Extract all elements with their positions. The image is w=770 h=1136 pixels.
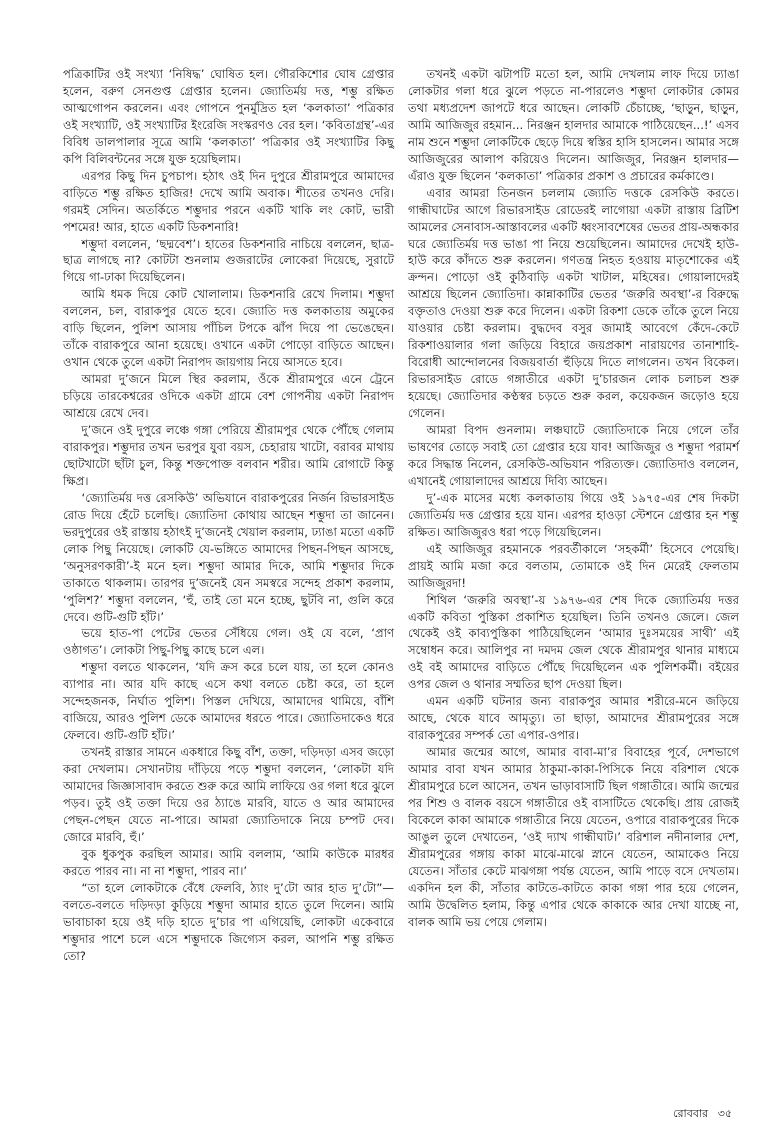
paragraph: শিথিল ‘জরুরি অবস্থা’-য় ১৯৭৬-এর শেষ দিকে জ্যোতির্ময় দত্তর একটি কবিতা পুস্তিকা প্রকাশিত হয়েছিল। তিনি তখনও জেলে। জেল থেকেই ওই কাব্যপুস্তিকা পাঠিয়েছিলেন ‘আমার দুঃসময়ের সাথী’ এই সম্বোধন করে। আলিপুর না দমদম জেল থেকে শ্রীরামপুর থানার মাধ্যমে ওই বই আমাদের বাড়িতে পৌঁছে দিয়েছিলেন এক পুলিশকর্মী। বইয়ের ওপর জেল ও থানার সম্মতির ছাপ দেওয়া ছিল। (408, 592, 739, 692)
page-footer (667, 1105, 732, 1124)
paragraph: পত্রিকাটির ওই সংখ্যা ‘নিষিদ্ধ’ ঘোষিত হল। গৌরকিশোর ঘোষ গ্রেপ্তার হলেন, বরুণ সেনগুপ্ত গ্রেপ্তার হলেন। জ্যোতির্ময় দত্ত, শম্ভু রক্ষিত আত্মগোপন করলেন। এবং গোপনে পুনর্মুদ্রিত হল ‘কলকাতা’ পত্রিকার ওই সংখ্যাটি, ওই সংখ্যাটির ইংরেজি সংস্করণও বের হল। ‘কবিতাগ্রন্থ’-এর বিবিধ ডালপালার সূত্রে আমি ‘কলকাতা’ পত্রিকার ওই সংখ্যাটির কিছু কপি বিলিবন্টনের সঙ্গে যুক্ত হয়েছিলাম। (63, 67, 394, 166)
paragraph: বুক ধুকপুক করছিল আমার। আমি বললাম, ‘আমি কাউকে মারধর করতে পারব না। না না শম্ভুদা, পারব না।’ (63, 846, 394, 878)
section-name: রোববার (673, 1107, 709, 1120)
paragraph: শম্ভুদা বললেন, ‘ছদ্মবেশ’। হাতের ডিকশনারি নাচিয়ে বললেন, ছাত্র-ছাত্র লাগছে না? কোটটা শুনলাম গুজরাটের লোকেরা দিয়েছে, সুরাটে গিয়ে গা-ঢাকা দিয়েছিলেন। (63, 236, 394, 285)
paragraph: ‘জ্যোতির্ময় দত্ত রেসকিউ’ অভিযানে বারাকপুরের নির্জন রিভারসাইড রোড দিয়ে হেঁটে চলেছি। জ্যোতিদা কোথায় আছেন শম্ভুদা তা জানেন। ভরদুপুরের ওই রাস্তায় হঠাৎই দু’জনেই খেয়াল করলাম, ঢ্যাঙা মতো একটি লোক পিছু নিয়েছে। লোকটি যে-ভঙ্গিতে আমাদের পিছন-পিছন আসছে, ‘অনুসরণকারী’-ই মনে হল। শম্ভুদা আমার দিকে, আমি শম্ভুদার দিকে তাকাতে থাকলাম। তারপর দু’জনেই যেন সমস্বরে সন্দেহ প্রকাশ করলাম, ‘পুলিশ?’ শম্ভুদা বললেন, ‘হুঁ, তাই তো মনে হচ্ছে, ছুটবি না, গুলি করে দেবে। গুটি-গুটি হাঁট।’ (63, 490, 394, 624)
paragraph: ভয়ে হাত-পা পেটের ভেতর সেঁধিয়ে গেল। ওই যে বলে, ‘প্রাণ ওষ্ঠাগত’। লোকটা পিছু-পিছু কাছে চলে এল। (63, 626, 394, 658)
paragraph: তখনই রাস্তার সামনে একধারে কিছু বাঁশ, তক্তা, দড়িদড়া এসব জড়ো করা দেখলাম। সেখানটায় দাঁড়িয়ে পড়ে শম্ভুদা বললেন, ‘লোকটা যদি আমাদের জিজ্ঞাসাবাদ করতে শুরু করে আমি লাফিয়ে ওর গলা ধরে ঝুলে পড়ব। তুই ওই তক্তা দিয়ে ওর ঠ্যাঙে মারবি, যাতে ও আর আমাদের পেছন-পেছন যেতে না-পারে। আমরা জ্যোতিদাকে নিয়ে চম্পট দেব। জোরে মারবি, হুঁ।’ (63, 745, 394, 844)
article-column-right (408, 66, 739, 931)
paragraph: দু’-এক মাসের মধ্যে কলকাতায় গিয়ে ওই ১৯৭৫-এর শেষ দিকটা জ্যোতির্ময় দত্ত গ্রেপ্তার হয়ে যান। এরপর হাওড়া স্টেশনে গ্রেপ্তার হন শম্ভু রক্ষিত। আজিজুরও ধরা পড়ে গিয়েছিলেন। (408, 490, 739, 539)
paragraph: আমরা দু’জনে মিলে স্থির করলাম, ওঁকে শ্রীরামপুরে এনে ট্রেনে চড়িয়ে তারকেশ্বরের ওদিকে একটা গ্রামে বেশ গোপনীয় একটা নিরাপদ আশ্রয়ে রেখে দেব। (63, 372, 394, 421)
paragraph: এবার আমরা তিনজন চললাম জ্যোতি দত্তকে রেসকিউ করতে। গান্ধীঘাটের আগে রিভারসাইড রোডেরই লাগোয়া একটা রাস্তায় ব্রিটিশ আমলের সেনাবাস-আস্তাবলের একটি ধ্বংসাবশেষের ভেতর প্রায়-অন্ধকার ঘরে জ্যোতির্ময় দত্ত ভাঙা পা নিয়ে শুয়েছিলেন। আমাদের দেখেই হাউ-হাউ করে কাঁদতে শুরু করলেন। গণতন্ত্র নিহত হওয়ায় মাতৃশোকের এই ক্রন্দন। পোড়ো ওই কুঠিবাড়ি একটা খাটাল, মহিষের। গোয়ালাদেরই আশ্রয়ে ছিলেন জ্যোতিদা। কান্নাকাটির ভেতর ‘জরুরি অবস্থা’-র বিরুদ্ধে বক্তৃতাও দেওয়া শুরু করে দিলেন। একটা রিকশা ডেকে তাঁকে তুলে নিয়ে যাওয়ার চেষ্টা করলাম। বুদ্ধদেব বসুর জামাই আবেগে কেঁদে-কেটে রিকশাওয়ালার গলা জড়িয়ে বিহারে জয়প্রকাশ নারায়ণের তানাশাহি-বিরোধী আন্দোলনের বিজয়বার্তা হুঁড়িয়ে দিতে লাগলেন। তখন বিকেল। রিভারসাইড রোডে গঙ্গাতীরে একটা দু’চারজন লোক চলাচল শুরু হয়েছে। জ্যোতিদার কণ্ঠস্বর চড়তে শুরু করল, কয়েকজন জড়োও হয়ে গেলেন। (408, 185, 739, 421)
paragraph: দু’জনে ওই দুপুরে লঞ্চে গঙ্গা পেরিয়ে শ্রীরামপুর থেকে পৌঁছে গেলাম বারাকপুর। শম্ভুদার তখন ভরপুর যুবা বয়স, চেহারায় খাটো, বরাবর মাথায় ছোটখাটো ছাঁটা চুল, কিন্তু শক্তপোক্ত বলবান শরীর। আমি রোগাটে কিন্তু ক্ষিপ্র। (63, 423, 394, 488)
article-column-left (63, 66, 394, 965)
paragraph: “তা হলে লোকটাকে বেঁধে ফেলবি, ঠ্যাং দু’টো আর হাত দু’টো”—বলতে-বলতে দড়িদড়া কুড়িয়ে শম্ভুদা আমার হাতে তুলে দিলেন। আমি ভাবাচাকা হয়ে ওই দড়ি হাতে দু’চার পা এগিয়েছি, লোকটা একেবারে শম্ভুদার পাশে চলে এসে শম্ভুদাকে জিগ্যেস করল, আপনি শম্ভু রক্ষিত তো? (63, 880, 394, 963)
paragraph: এই আজিজুর রহমানকে পরবর্তীকালে ‘সহকর্মী’ হিসেবে পেয়েছি। প্রায়ই আমি মজা করে বলতাম, তোমাকে ওই দিন মেরেই ফেলতাম আজিজুরদা! (408, 541, 739, 590)
paragraph: আমি ধমক দিয়ে কোট খোলালাম। ডিকশনারি রেখে দিলাম। শম্ভুদা বললেন, চল, বারাকপুর যেতে হবে। জ্যোতি দত্ত কলকাতায় অমুকের বাড়ি ছিলেন, পুলিশ আসায় পাঁচিল টপকে ঝাঁপ দিয়ে পা ভেঙেছেন। তাঁকে বারাকপুরে আনা হয়েছে। ওখানে একটা পোড়ো বাড়িতে আছেন। ওখান থেকে তুলে একটা নিরাপদ জায়গায় নিয়ে আসতে হবে। (63, 287, 394, 370)
paragraph: আমার জন্মের আগে, আমার বাবা-মা’র বিবাহের পূর্বে, দেশভাগে আমার বাবা যখন আমার ঠাকুমা-কাকা-পিসিকে নিয়ে বরিশাল থেকে শ্রীরামপুরে চলে আসেন, তখন ভাড়াবাসাটি ছিল গঙ্গাতীরে। আমি জন্মের পর শিশু ও বালক বয়সে গঙ্গাতীরে ওই বাসাটিতে থেকেছি। প্রায় রোজই বিকেলে কাকা আমাকে গঙ্গাতীরে নিয়ে যেতেন, ওপারে বারাকপুরের দিকে আঙুল তুলে দেখাতেন, ‘ওই দ্যাখ গান্ধীঘাট।’ বরিশাল নদীনালার দেশ, শ্রীরামপুরের গঙ্গায় কাকা মাঝে-মাঝে স্নানে যেতেন, আমাকেও নিয়ে যেতেন। সাঁতার কেটে মাঝগঙ্গা পর্যন্ত যেতেন, আমি পাড়ে বসে দেখতাম। একদিন হল কী, সাঁতার কাটতে-কাটতে কাকা গঙ্গা পার হয়ে গেলেন, আমি উদ্বেলিত হলাম, কিন্তু এপার থেকে কাকাকে আর দেখা যাচ্ছে না, বালক আমি ভয় পেয়ে গেলাম। (408, 745, 739, 929)
paragraph: এমন একটি ঘটনার জন্য বারাকপুর আমার শরীরে-মনে জড়িয়ে আছে, থেকে যাবে আমৃত্যু। তা ছাড়া, আমাদের শ্রীরামপুরের সঙ্গে বারাকপুরের সম্পর্ক তো এপার-ওপার। (408, 694, 739, 743)
paragraph: তখনই একটা ঝটাপটি মতো হল, আমি দেখলাম লাফ দিয়ে ঢ্যাঙা লোকটার গলা ধরে ঝুলে পড়তে না-পারলেও শম্ভুদা লোকটার কোমর তথা মধ্যপ্রদেশ জাপটে ধরে আছেন। লোকটি চেঁচাচ্ছে, ‘ছাড়ুন, ছাড়ুন, আমি আজিজুর রহমান... নিরঞ্জন হালদার আমাকে পাঠিয়েছেন...!’ এসব নাম শুনে শম্ভুদা লোকটিকে ছেড়ে দিয়ে স্বস্তির হাসি হাসলেন। আমার সঙ্গে আজিজুরের আলাপ করিয়েও দিলেন। আজিজুর, নিরঞ্জন হালদার—এঁরাও যুক্ত ছিলেন ‘কলকাতা’ পত্রিকার প্রকাশ ও প্রচারের কর্মকাণ্ডে। (408, 67, 739, 183)
page-number: ৩৫ (717, 1107, 732, 1120)
paragraph: এরপর কিছু দিন চুপচাপ। হঠাৎ ওই দিন দুপুরে শ্রীরামপুরে আমাদের বাড়িতে শম্ভু রক্ষিত হাজির! দেখে আমি অবাক। শীতের তখনও দেরি। গরমই সেদিন। অতর্কিতে শম্ভুদার পরনে একটি খাকি লং কোট, ভারী পশমের! আর, হাতে একটি ডিকশনারি! (63, 168, 394, 234)
paragraph: আমরা বিপদ গুনলাম। লঞ্চঘাটে জ্যোতিদাকে নিয়ে গেলে তাঁর ভাষণের তোড়ে সবাই তো গ্রেপ্তার হয়ে যাব! আজিজুর ও শম্ভুদা পরামর্শ করে সিদ্ধান্ত নিলেন, রেসকিউ-অভিযান পরিত্যক্ত। জ্যোতিদাও বললেন, এখানেই গোয়ালাদের আশ্রয়ে দিব্যি আছেন। (408, 423, 739, 488)
paragraph: শম্ভুদা বলতে থাকলেন, ‘যদি ক্রস করে চলে যায়, তা হলে কোনও ব্যাপার না। আর যদি কাছে এসে কথা বলতে চেষ্টা করে, তা হলে সন্দেহজনক, নির্ঘাত পুলিশ। পিস্তল দেখিয়ে, আমাদের থামিয়ে, বাঁশি বাজিয়ে, আরও পুলিশ ডেকে আমাদের ধরতে পারে। জ্যোতিদাকেও ধরে ফেলবে। গুটি-গুটি হাঁট।’ (63, 660, 394, 743)
